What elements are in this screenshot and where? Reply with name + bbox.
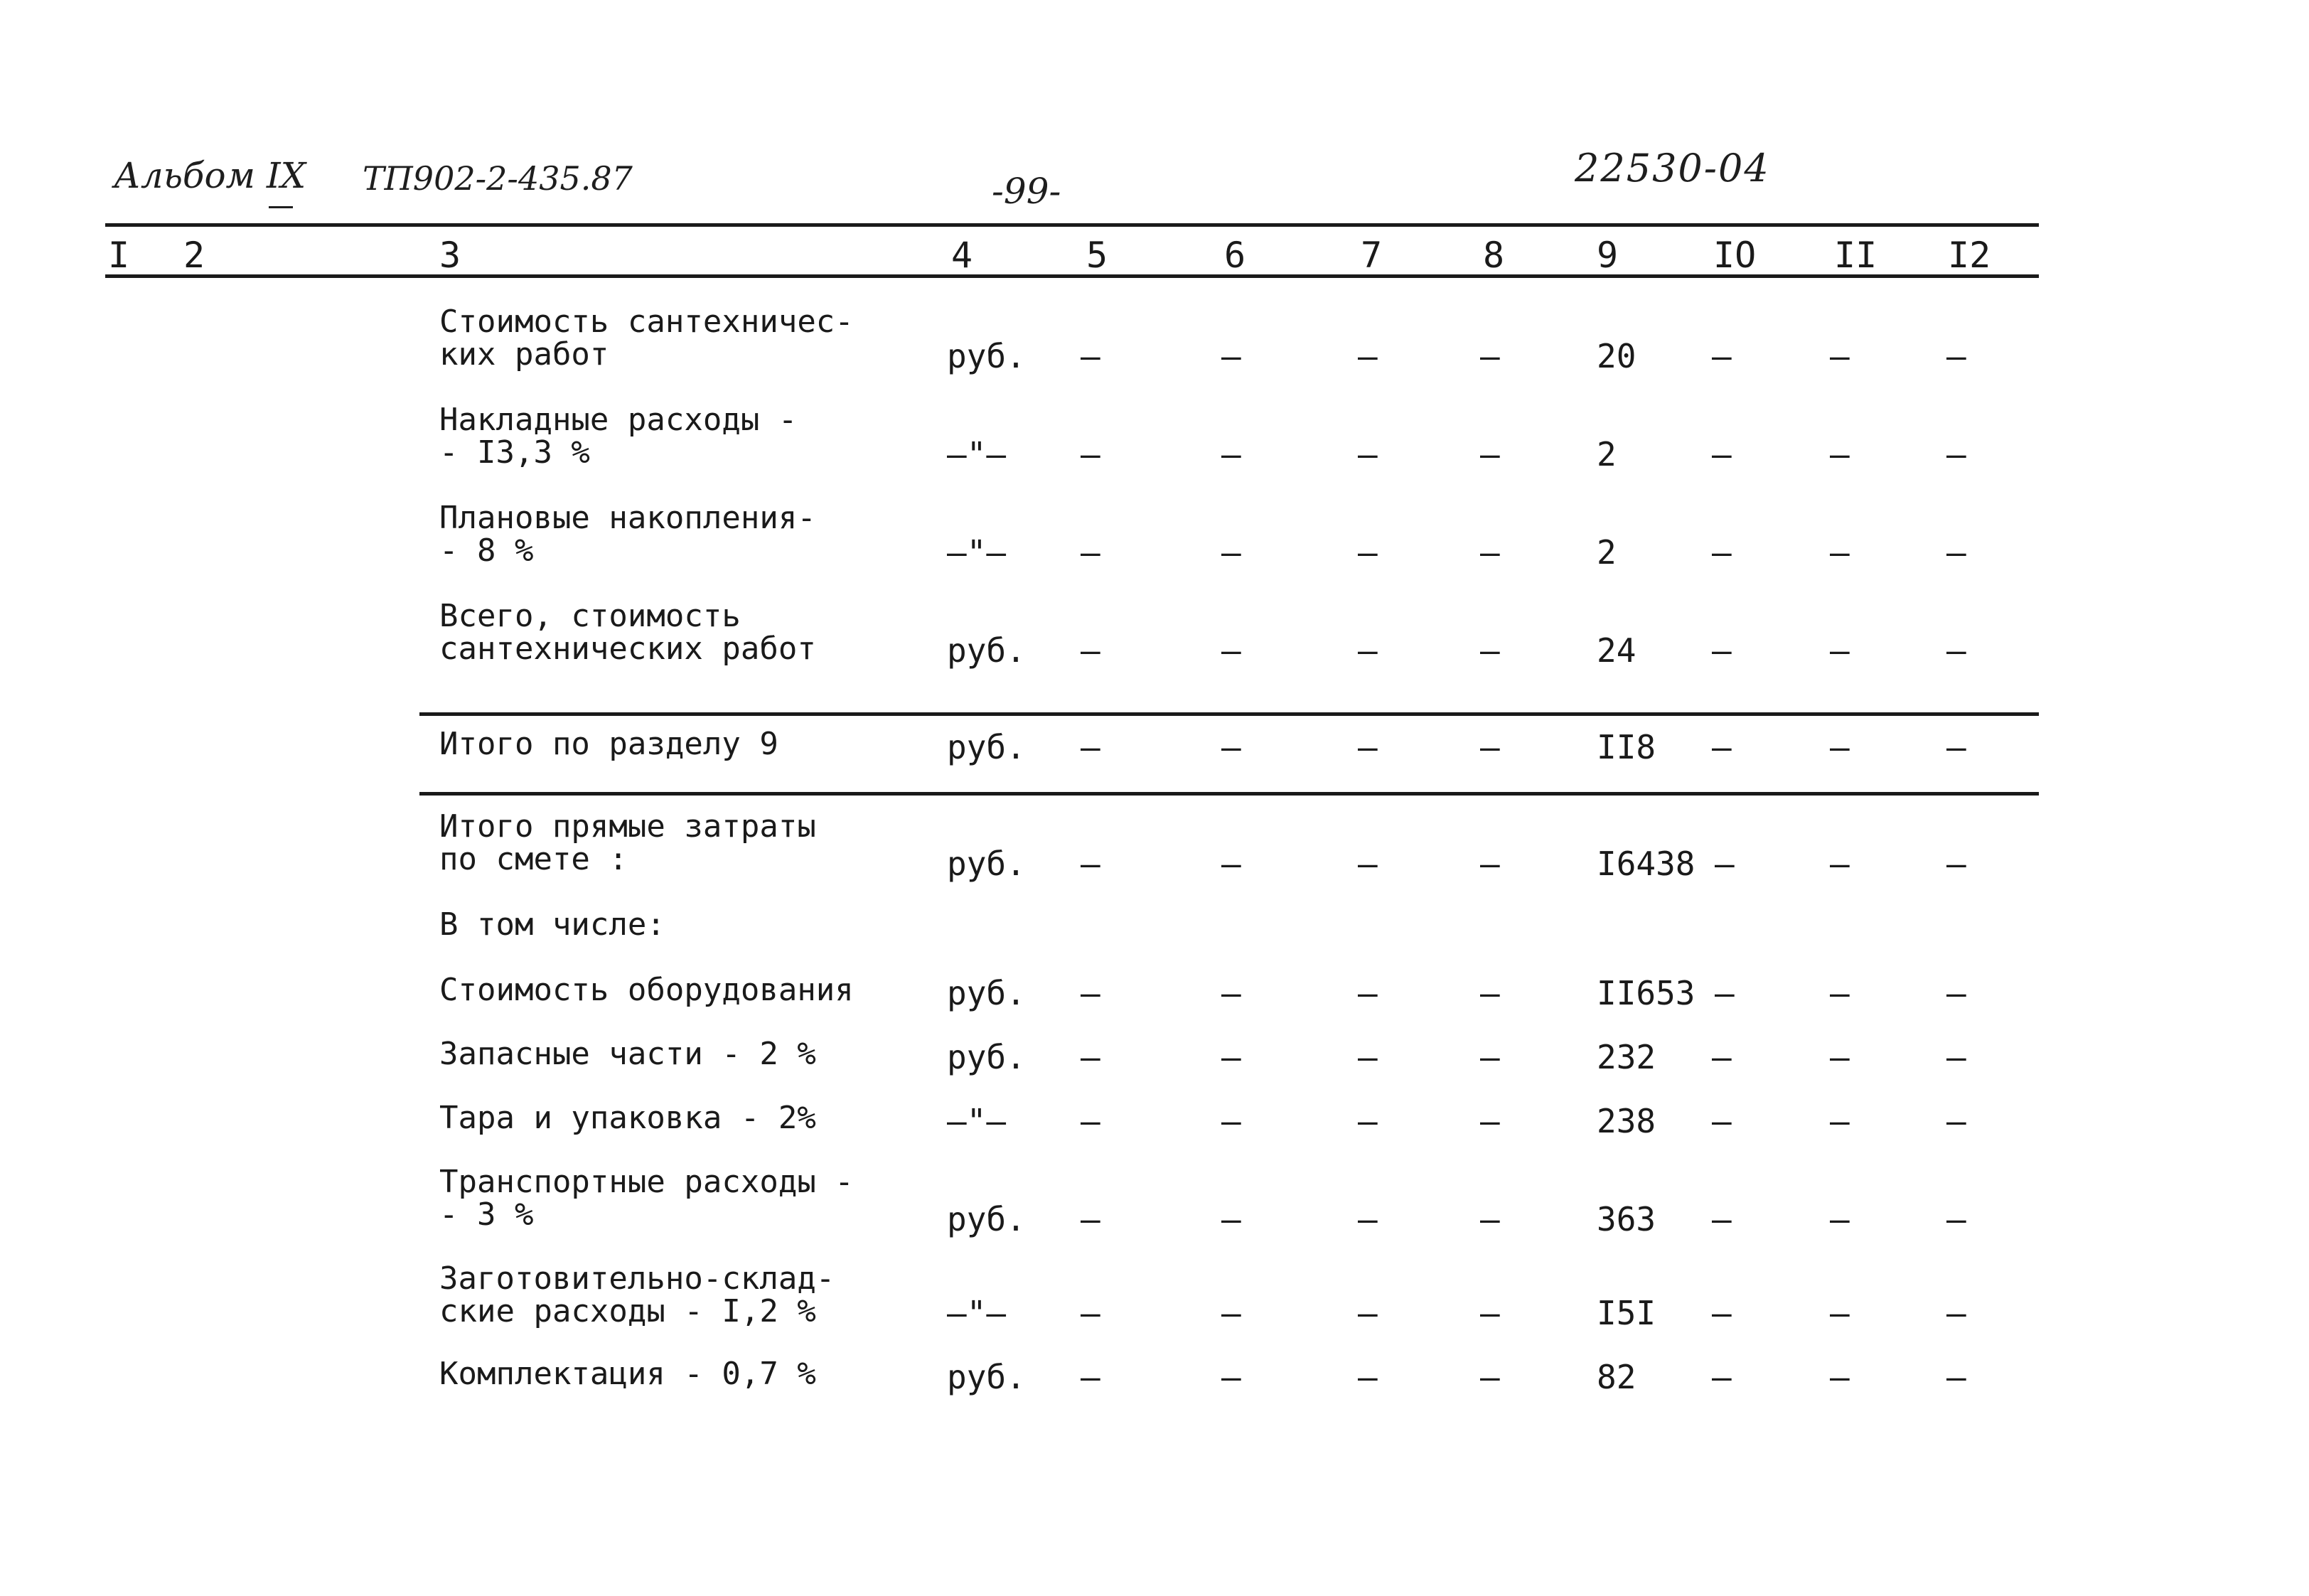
column-header-5: 5	[1086, 235, 1108, 276]
cell-col6: –	[1221, 1200, 1241, 1238]
cell-col12: –	[1946, 1200, 1966, 1238]
cell-col11: –	[1830, 631, 1850, 670]
cell-col7: –	[1358, 1358, 1378, 1396]
cell-col6: –	[1221, 1038, 1241, 1076]
row-unit: руб.	[947, 1038, 1026, 1076]
row-description: Стоимость оборудования	[439, 972, 854, 1008]
cell-col5: –	[1081, 845, 1100, 883]
cell-col10: –	[1712, 435, 1732, 473]
row-description: Запасные части - 2 %	[439, 1036, 816, 1072]
cell-col12: –	[1946, 1358, 1966, 1396]
row-unit: руб.	[947, 845, 1026, 883]
cell-col7: –	[1358, 1038, 1378, 1076]
row-description: Накладные расходы - - I3,3 %	[439, 402, 798, 471]
cell-col7: –	[1358, 1294, 1378, 1332]
cell-col7: –	[1358, 337, 1378, 375]
cell-col8: –	[1480, 533, 1500, 572]
section-rule-bottom	[419, 792, 2039, 796]
cell-col11: –	[1830, 1102, 1850, 1140]
row-unit: руб.	[947, 974, 1026, 1012]
cell-col10: –	[1712, 1358, 1732, 1396]
column-header-4: 4	[951, 235, 973, 276]
cell-col5: –	[1081, 974, 1100, 1012]
cell-col6: –	[1221, 533, 1241, 572]
cell-col8: –	[1480, 1358, 1500, 1396]
cell-col11: –	[1830, 728, 1850, 766]
document-number: 22530-04	[1575, 146, 1770, 191]
column-header-9: 9	[1597, 235, 1619, 276]
cell-col12: –	[1946, 728, 1966, 766]
cell-col7: –	[1358, 1200, 1378, 1238]
row-description: Стоимость сантехничес- ких работ	[439, 304, 854, 373]
cell-col6: –	[1221, 1358, 1241, 1396]
cell-col6: –	[1221, 974, 1241, 1012]
cell-col12: –	[1946, 974, 1966, 1012]
column-header-8: 8	[1483, 235, 1505, 276]
cell-col6: –	[1221, 435, 1241, 473]
cell-col6: –	[1221, 1102, 1241, 1140]
page-number: -99-	[992, 171, 1061, 212]
cell-col8: –	[1480, 435, 1500, 473]
row-description: Заготовительно-склад- ские расходы - I,2 %	[439, 1260, 835, 1329]
cell-col9: I5I	[1597, 1294, 1656, 1332]
cell-col10: –	[1712, 1102, 1732, 1140]
cell-col6: –	[1221, 631, 1241, 670]
cell-col11: –	[1830, 1200, 1850, 1238]
cell-col5: –	[1081, 1102, 1100, 1140]
cell-col5: –	[1081, 1294, 1100, 1332]
cell-col12: –	[1946, 533, 1966, 572]
cell-col11: –	[1830, 1358, 1850, 1396]
cell-col11: –	[1830, 435, 1850, 473]
cell-col12: –	[1946, 337, 1966, 375]
cell-col9: 232	[1597, 1038, 1656, 1076]
row-description: Итого по разделу 9	[439, 726, 778, 762]
cell-col10: –	[1715, 845, 1735, 883]
cell-col8: –	[1480, 631, 1500, 670]
row-description: Комплектация - 0,7 %	[439, 1356, 816, 1392]
cell-col10: –	[1712, 1294, 1732, 1332]
cell-col8: –	[1480, 1294, 1500, 1332]
row-unit: –"–	[947, 435, 1007, 473]
cell-col8: –	[1480, 845, 1500, 883]
row-description: Итого прямые затраты по смете :	[439, 808, 816, 877]
cell-col12: –	[1946, 1102, 1966, 1140]
cell-col11: –	[1830, 1294, 1850, 1332]
cell-col5: –	[1081, 1038, 1100, 1076]
cell-col7: –	[1358, 1102, 1378, 1140]
cell-col12: –	[1946, 1294, 1966, 1332]
cell-col10: –	[1712, 1200, 1732, 1238]
section-rule-top	[419, 712, 2039, 716]
cell-col8: –	[1480, 1102, 1500, 1140]
cell-col11: –	[1830, 974, 1850, 1012]
column-header-12: I2	[1948, 235, 1991, 276]
cell-col7: –	[1358, 974, 1378, 1012]
cell-col6: –	[1221, 728, 1241, 766]
cell-col8: –	[1480, 337, 1500, 375]
cell-col12: –	[1946, 1038, 1966, 1076]
column-header-10: IO	[1713, 235, 1757, 276]
row-unit: руб.	[947, 631, 1026, 670]
cell-col9: I6438	[1597, 845, 1695, 883]
cell-col9: 2	[1597, 533, 1617, 572]
cell-col11: –	[1830, 1038, 1850, 1076]
column-header-11: II	[1834, 235, 1877, 276]
cell-col8: –	[1480, 974, 1500, 1012]
cell-col9: 363	[1597, 1200, 1656, 1238]
cell-col11: –	[1830, 533, 1850, 572]
cell-col6: –	[1221, 845, 1241, 883]
cell-col12: –	[1946, 845, 1966, 883]
column-header-1: I	[108, 235, 130, 276]
cell-col7: –	[1358, 435, 1378, 473]
column-header-6: 6	[1224, 235, 1246, 276]
row-unit: руб.	[947, 337, 1026, 375]
cell-col5: –	[1081, 1358, 1100, 1396]
album-label: Альбом IX	[114, 155, 306, 196]
row-description: В том числе:	[439, 906, 665, 943]
cell-col6: –	[1221, 337, 1241, 375]
cell-col9: 20	[1597, 337, 1636, 375]
cell-col10: –	[1712, 337, 1732, 375]
cell-col10: –	[1715, 974, 1735, 1012]
column-header-7: 7	[1361, 235, 1383, 276]
cell-col5: –	[1081, 435, 1100, 473]
row-unit: –"–	[947, 1294, 1007, 1332]
top-rule	[105, 223, 2039, 227]
cell-col6: –	[1221, 1294, 1241, 1332]
cell-col11: –	[1830, 337, 1850, 375]
cell-col5: –	[1081, 631, 1100, 670]
cell-col9: 82	[1597, 1358, 1636, 1396]
row-unit: –"–	[947, 533, 1007, 572]
cell-col5: –	[1081, 533, 1100, 572]
cell-col5: –	[1081, 728, 1100, 766]
cell-col10: –	[1712, 1038, 1732, 1076]
row-unit: руб.	[947, 728, 1026, 766]
cell-col7: –	[1358, 845, 1378, 883]
cell-col12: –	[1946, 435, 1966, 473]
cell-col7: –	[1358, 631, 1378, 670]
album-underline	[269, 206, 293, 208]
row-unit: –"–	[947, 1102, 1007, 1140]
cell-col10: –	[1712, 728, 1732, 766]
row-description: Транспортные расходы - - 3 %	[439, 1164, 854, 1233]
cell-col9: II8	[1597, 728, 1656, 766]
cell-col9: 2	[1597, 435, 1617, 473]
cell-col10: –	[1712, 631, 1732, 670]
cell-col12: –	[1946, 631, 1966, 670]
row-description: Тара и упаковка - 2%	[439, 1100, 816, 1136]
cell-col9: 238	[1597, 1102, 1656, 1140]
cell-col8: –	[1480, 1038, 1500, 1076]
cell-col8: –	[1480, 728, 1500, 766]
cell-col7: –	[1358, 533, 1378, 572]
cell-col9: 24	[1597, 631, 1636, 670]
cell-col11: –	[1830, 845, 1850, 883]
cell-col5: –	[1081, 337, 1100, 375]
row-unit: руб.	[947, 1200, 1026, 1238]
row-unit: руб.	[947, 1358, 1026, 1396]
column-header-3: 3	[439, 235, 461, 276]
cell-col8: –	[1480, 1200, 1500, 1238]
cell-col7: –	[1358, 728, 1378, 766]
cell-col10: –	[1712, 533, 1732, 572]
cell-col9: II653	[1597, 974, 1695, 1012]
cell-col5: –	[1081, 1200, 1100, 1238]
column-header-2: 2	[183, 235, 205, 276]
row-description: Плановые накопления- - 8 %	[439, 500, 816, 569]
project-code: ТП902-2-435.87	[363, 159, 633, 198]
row-description: Всего, стоимость сантехнических работ	[439, 598, 816, 667]
